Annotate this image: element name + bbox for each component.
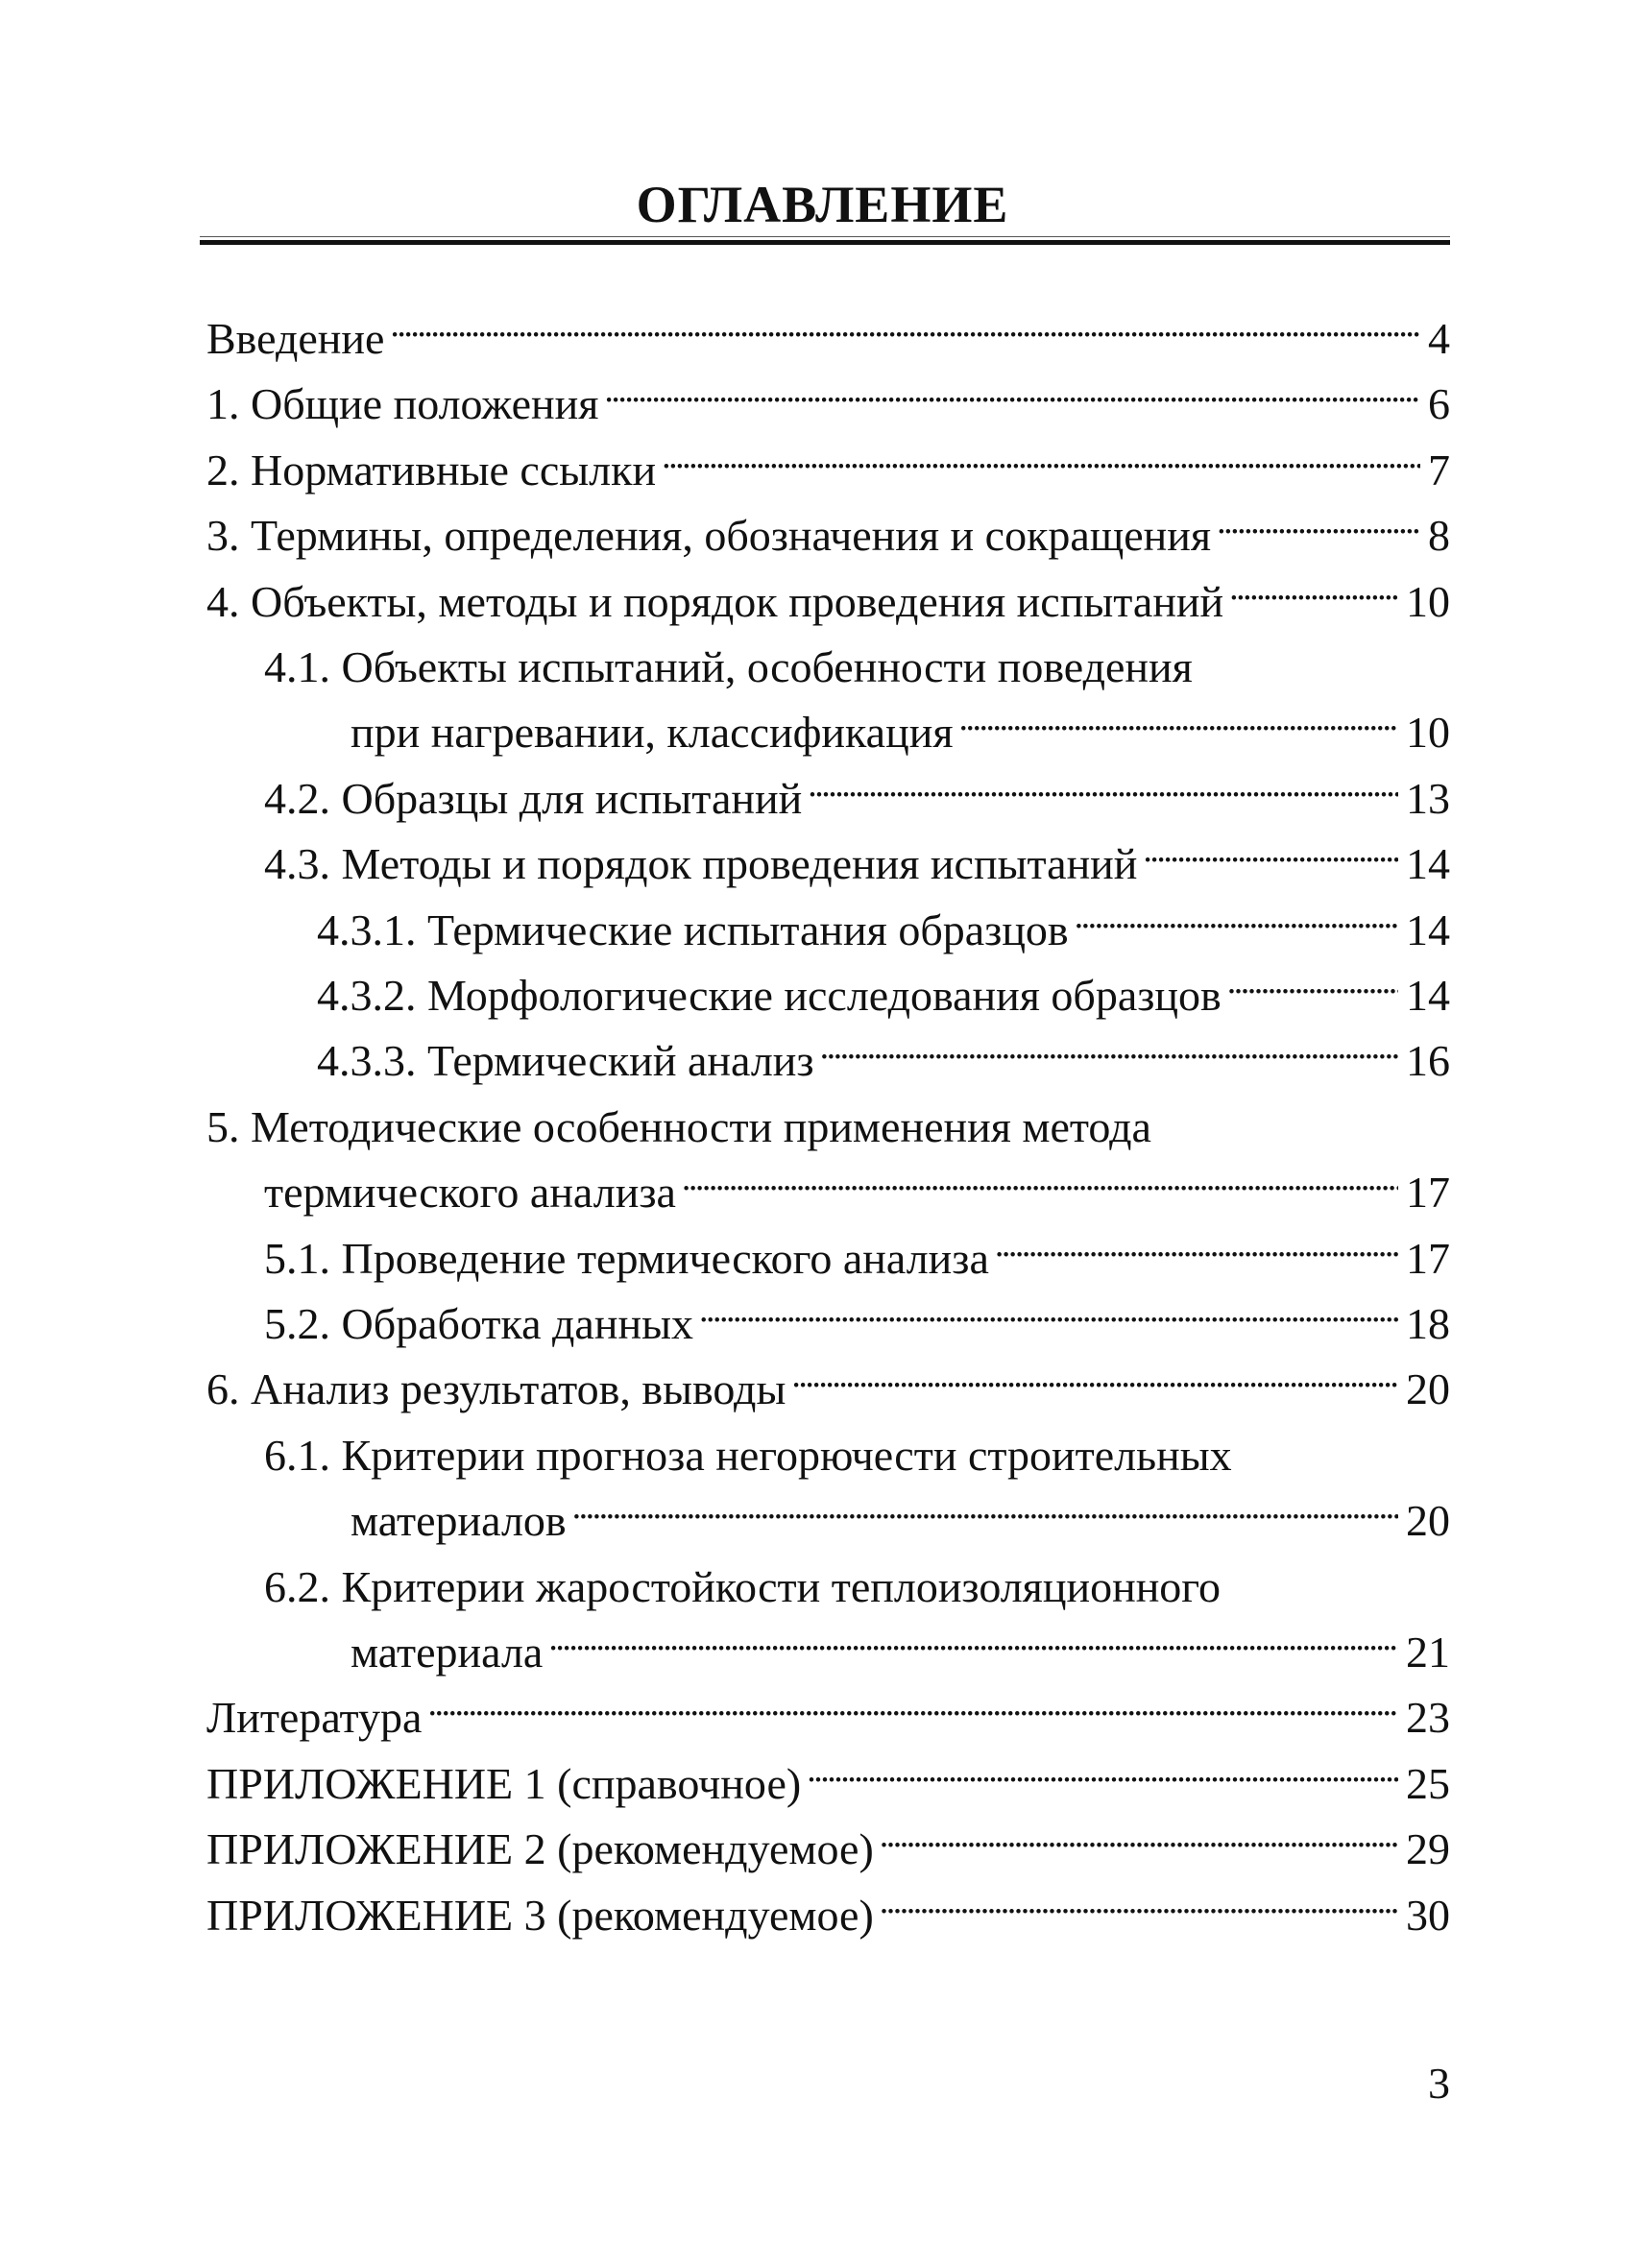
toc-leader-dots [572,1470,1398,1535]
toc-entry-page: 16 [1406,1036,1450,1086]
toc-entry [206,1733,1450,1808]
toc-entry [206,1076,1450,1151]
toc-entry [206,1798,1450,1874]
toc-entry-label: ПРИЛОЖЕНИЕ 1 (справочное) [206,1758,802,1808]
toc-leader-dots [699,1273,1398,1339]
toc-entry-page: 10 [1406,576,1450,626]
toc-entry [264,1536,1450,1611]
toc-leader-dots [807,1733,1398,1798]
toc-entry-page: 14 [1406,839,1450,889]
toc-entry-page: 17 [1406,1233,1450,1283]
toc-leader-dots [995,1208,1398,1273]
toc-entry-page: 14 [1406,971,1450,1020]
toc-entry [206,353,1450,429]
toc-leader-dots [880,1798,1398,1864]
toc-entry [317,945,1450,1020]
toc-entry-label: материалов [351,1496,567,1546]
toc-entry [264,813,1450,889]
toc-entry [206,485,1450,561]
toc-entry-page: 13 [1406,773,1450,823]
toc-entry-label: 4.3.1. Термические испытания образцов [317,905,1069,954]
toc-entry-label: 5. Методические особенности применения метода [206,1101,1151,1151]
toc-entry [264,1273,1450,1348]
toc-entry-label: при нагревании, классификация [351,708,954,758]
toc-entry-page: 29 [1406,1824,1450,1874]
toc-entry-label: 4.3.2. Морфологические исследования образцов [317,971,1222,1020]
toc-entry-page: 23 [1406,1693,1450,1743]
toc-entry-label: 2. Нормативные ссылки [206,445,657,495]
toc-leader-dots [808,748,1398,813]
toc-entry-page: 7 [1428,445,1450,495]
toc-leader-dots [1227,945,1398,1010]
toc-leader-dots [1143,813,1398,879]
toc-entry-page: 18 [1406,1299,1450,1348]
toc-entry [206,1667,1450,1743]
toc-entry-page: 21 [1406,1628,1450,1677]
toc-entry [317,880,1450,954]
toc-entry-label: Литература [206,1693,423,1743]
toc-entry-label: Введение [206,314,385,363]
title-underline-thick [200,240,1450,245]
toc-entry-label: 1. Общие положения [206,379,599,429]
toc-leader-dots [880,1865,1398,1930]
toc-entry-page: 14 [1406,905,1450,954]
title-underline-thin [200,236,1450,237]
toc-entry-label: ПРИЛОЖЕНИЕ 2 (рекомендуемое) [206,1824,874,1874]
toc-entry-label: 5.1. Проведение термического анализа [264,1233,989,1283]
toc-entry [206,288,1450,363]
toc-entry-page: 25 [1406,1758,1450,1808]
toc-leader-dots [548,1602,1398,1667]
toc-entry-label: термического анализа [264,1168,676,1218]
toc-leader-dots [1226,1536,1442,1602]
toc-entry-label: 5.2. Обработка данных [264,1299,693,1348]
toc-leader-dots [820,1010,1398,1075]
toc-entry [264,1405,1450,1480]
toc-leader-dots [1238,1405,1442,1470]
title-underline [200,236,1450,246]
page-number: 3 [1428,2059,1450,2108]
toc-leader-dots [1229,551,1398,616]
toc-entry-label: 6.2. Критерии жаростойкости теплоизоляционного [264,1561,1222,1611]
toc-entry [206,551,1450,626]
toc-entry [317,1010,1450,1086]
toc-entry-page: 20 [1406,1496,1450,1546]
toc-entry-page: 17 [1406,1168,1450,1218]
toc-entry [264,1208,1450,1283]
toc-entry-label: 4.3.3. Термический анализ [317,1036,814,1086]
toc-entry [351,682,1450,758]
toc-leader-dots [390,288,1420,353]
toc-entry-label: 4.3. Методы и порядок проведения испытаний [264,839,1138,889]
toc-entry-page: 4 [1428,314,1450,363]
toc-entry-label: 6. Анализ результатов, выводы [206,1364,786,1414]
toc-entry-label: 6.1. Критерии прогноза негорючести строительных [264,1430,1232,1480]
toc-leader-dots [959,682,1399,747]
toc-entry [351,1470,1450,1546]
toc-entry [264,616,1450,691]
toc-entry-label: 4.1. Объекты испытаний, особенности поведения [264,642,1193,691]
toc-title: ОГЛАВЛЕНИЕ [636,176,1009,233]
toc-entry [351,1602,1450,1677]
toc-entry-page: 8 [1428,511,1450,561]
toc-entry-page: 30 [1406,1890,1450,1940]
toc-entry-label: 4.2. Образцы для испытаний [264,773,803,823]
toc-leader-dots [1075,880,1398,945]
toc-leader-dots [1157,1076,1442,1142]
toc-entry-label: 4. Объекты, методы и порядок проведения испытаний [206,576,1224,626]
toc-entry [206,420,1450,495]
toc-entry [264,748,1450,823]
toc-entry-label: 3. Термины, определения, обозначения и сокращения [206,511,1212,561]
toc-entry-page: 6 [1428,379,1450,429]
toc-entry [264,1142,1450,1218]
toc-entry-page: 20 [1406,1364,1450,1414]
toc-entry-label: материала [351,1628,544,1677]
toc-leader-dots [662,420,1420,485]
toc-leader-dots [1198,616,1442,682]
toc-leader-dots [1217,485,1420,550]
toc-leader-dots [791,1339,1398,1404]
toc-entry-label: ПРИЛОЖЕНИЕ 3 (рекомендуемое) [206,1890,874,1940]
toc-entry-page: 10 [1406,708,1450,758]
toc-entry [206,1865,1450,1940]
toc-entry [206,1339,1450,1414]
toc-leader-dots [604,353,1420,419]
toc-leader-dots [427,1667,1398,1732]
toc-leader-dots [682,1142,1398,1207]
